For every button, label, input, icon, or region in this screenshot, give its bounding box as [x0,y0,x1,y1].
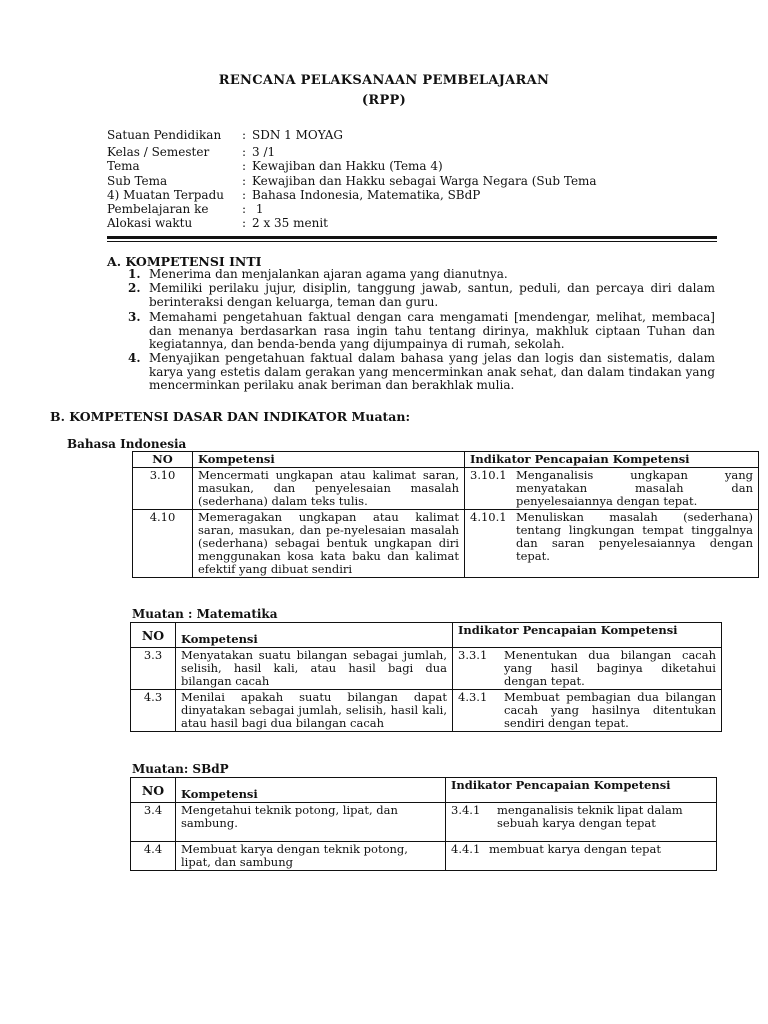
section-b-heading: B. KOMPETENSI DASAR DAN INDIKATOR Muatan: [50,409,411,424]
identity-separator: : [242,159,247,173]
identity-value: 2 x 35 menit [252,216,328,230]
column-header-indikator: Indikator Pencapaian Kompetensi [446,778,717,803]
identity-row [107,145,275,159]
cell-indikator [446,842,717,871]
table-row [131,842,717,871]
ki-number: 3. [128,310,141,324]
cell-no: 3.4 [131,803,176,842]
cell-no: 3.3 [131,648,176,690]
column-header-no: NO [133,452,193,468]
identity-row [107,128,343,142]
identity-label: Kelas / Semester [107,145,210,159]
indicator-text: Menuliskan masalah (sederhana) tentang lingkungan tempat tinggalnya dan saran penyelesaiannya dengan tepat. [516,510,753,563]
cell-indikator [446,803,717,842]
column-header-kompetensi: Kompetensi [176,778,446,803]
document-subtitle: (RPP) [361,93,407,108]
identity-row [107,159,443,173]
identity-value: 3 /1 [252,145,276,159]
indicator-code: 3.4.1 [451,803,481,817]
ki-text: Menerima dan menjalankan ajaran agama yang dianutnya. [149,267,508,281]
indicator-code: 4.3.1 [458,690,488,704]
identity-separator: : [242,188,247,202]
ki-number: 4. [128,351,141,365]
ki-number: 1. [128,267,141,281]
identity-separator: : [242,216,247,230]
identity-value: 1 [252,202,264,216]
identity-row [107,188,480,202]
identity-label: Pembelajaran ke [107,202,209,216]
sbdp-label: Muatan: SBdP [132,762,229,776]
column-header-kompetensi: Kompetensi [193,452,465,468]
ki-item [128,268,715,282]
indicator-code: 4.10.1 [470,510,507,524]
identity-value: Bahasa Indonesia, Matematika, SBdP [252,188,481,202]
cell-no: 4.10 [133,510,193,578]
identity-value: Kewajiban dan Hakku (Tema 4) [252,159,443,173]
identity-row [107,202,263,216]
table-row [131,648,722,690]
section-a-heading: A. KOMPETENSI INTI [107,254,262,269]
cell-kompetensi: Memeragakan ungkapan atau kalimat saran, masukan, dan pe-nyelesaian masalah (sederhana) sebagai bentuk ungkapan diri menggunakan kosa kata baku dan kalimat efektif yang dibuat sendiri [193,510,465,578]
cell-no: 3.10 [133,468,193,510]
identity-label: Sub Tema [107,174,168,188]
table-header-row [131,623,722,648]
cell-indikator [465,510,759,578]
table-row [133,468,759,510]
indicator-text: Membuat pembagian dua bilangan cacah yang hasilnya ditentukan sendiri dengan tepat. [504,690,716,730]
ki-text: Memiliki perilaku jujur, disiplin, tanggung jawab, santun, peduli, dan percaya diri dalam berinteraksi dengan keluarga, teman dan guru. [149,281,715,309]
table-row [131,690,722,732]
identity-row [107,174,597,188]
identity-separator: : [242,128,247,142]
column-header-indikator: Indikator Pencapaian Kompetensi [453,623,722,648]
column-header-no: NO [131,623,176,648]
cell-kompetensi: Mengetahui teknik potong, lipat, dan sambung. [176,803,446,842]
ki-text: Memahami pengetahuan faktual dengan cara mengamati [mendengar, melihat, membaca] dan menanya berdasarkan rasa ingin tahu tentang dirinya, makhluk ciptaan Tuhan dan kegiatannya, dan benda-benda yang dijumpainya di rumah, sekolah. [149,310,715,351]
ki-item [128,311,715,352]
header-rule-thin [107,241,717,242]
column-header-kompetensi: Kompetensi [176,623,453,648]
ki-item [128,282,715,309]
table-row [131,803,717,842]
cell-kompetensi: Menilai apakah suatu bilangan dapat dinyatakan sebagai jumlah, selisih, hasil kali, atau hasil bagi dua bilangan cacah [176,690,453,732]
ki-item [128,352,715,393]
table-header-row [131,778,717,803]
identity-value: Kewajiban dan Hakku sebagai Warga Negara (Sub Tema [252,174,597,188]
identity-row [107,216,328,230]
bahasa-indonesia-label: Bahasa Indonesia [67,437,187,451]
identity-value: SDN 1 MOYAG [252,128,343,142]
cell-indikator [453,648,722,690]
indicator-text: Menganalisis ungkapan yang menyatakan masalah dan penyelesaiannya dengan tepat. [516,468,753,508]
indicator-code: 3.10.1 [470,468,507,482]
ki-number: 2. [128,281,141,295]
table-row [133,510,759,578]
identity-separator: : [242,202,247,216]
indicator-text: membuat karya dengan tepat [489,842,661,856]
column-header-no: NO [131,778,176,803]
cell-no: 4.4 [131,842,176,871]
identity-separator: : [242,145,247,159]
cell-indikator [453,690,722,732]
identity-label: Alokasi waktu [107,216,193,230]
bahasa-indonesia-table [132,451,759,578]
indicator-code: 3.3.1 [458,648,488,662]
identity-label: Satuan Pendidikan [107,128,222,142]
indicator-text: Menentukan dua bilangan cacah yang hasil baginya diketahui dengan tepat. [504,648,716,688]
matematika-table [130,622,722,732]
cell-kompetensi: Mencermati ungkapan atau kalimat saran, masukan, dan penyelesaian masalah (sederhana) dalam teks tulis. [193,468,465,510]
cell-kompetensi: Membuat karya dengan teknik potong, lipat, dan sambung [176,842,446,871]
identity-label: 4) Muatan Terpadu [107,188,224,202]
sbdp-table [130,777,717,871]
indicator-code: 4.4.1 [451,842,481,856]
indicator-text: menganalisis teknik lipat dalam sebuah karya dengan tepat [497,803,683,830]
document-title: RENCANA PELAKSANAAN PEMBELAJARAN [218,73,550,88]
cell-no: 4.3 [131,690,176,732]
cell-indikator [465,468,759,510]
identity-separator: : [242,174,247,188]
header-rule-thick [107,236,717,239]
matematika-label: Muatan : Matematika [132,607,278,621]
table-header-row [133,452,759,468]
identity-label: Tema [107,159,140,173]
cell-kompetensi: Menyatakan suatu bilangan sebagai jumlah, selisih, hasil kali, atau hasil bagi dua bilangan cacah [176,648,453,690]
ki-text: Menyajikan pengetahuan faktual dalam bahasa yang jelas dan logis dan sistematis, dalam karya yang estetis dalam gerakan yang mencerminkan anak sehat, dan dalam tindakan yang mencerminkan perilaku anak beriman dan berakhlak mulia. [149,351,715,392]
column-header-indikator: Indikator Pencapaian Kompetensi [465,452,759,468]
